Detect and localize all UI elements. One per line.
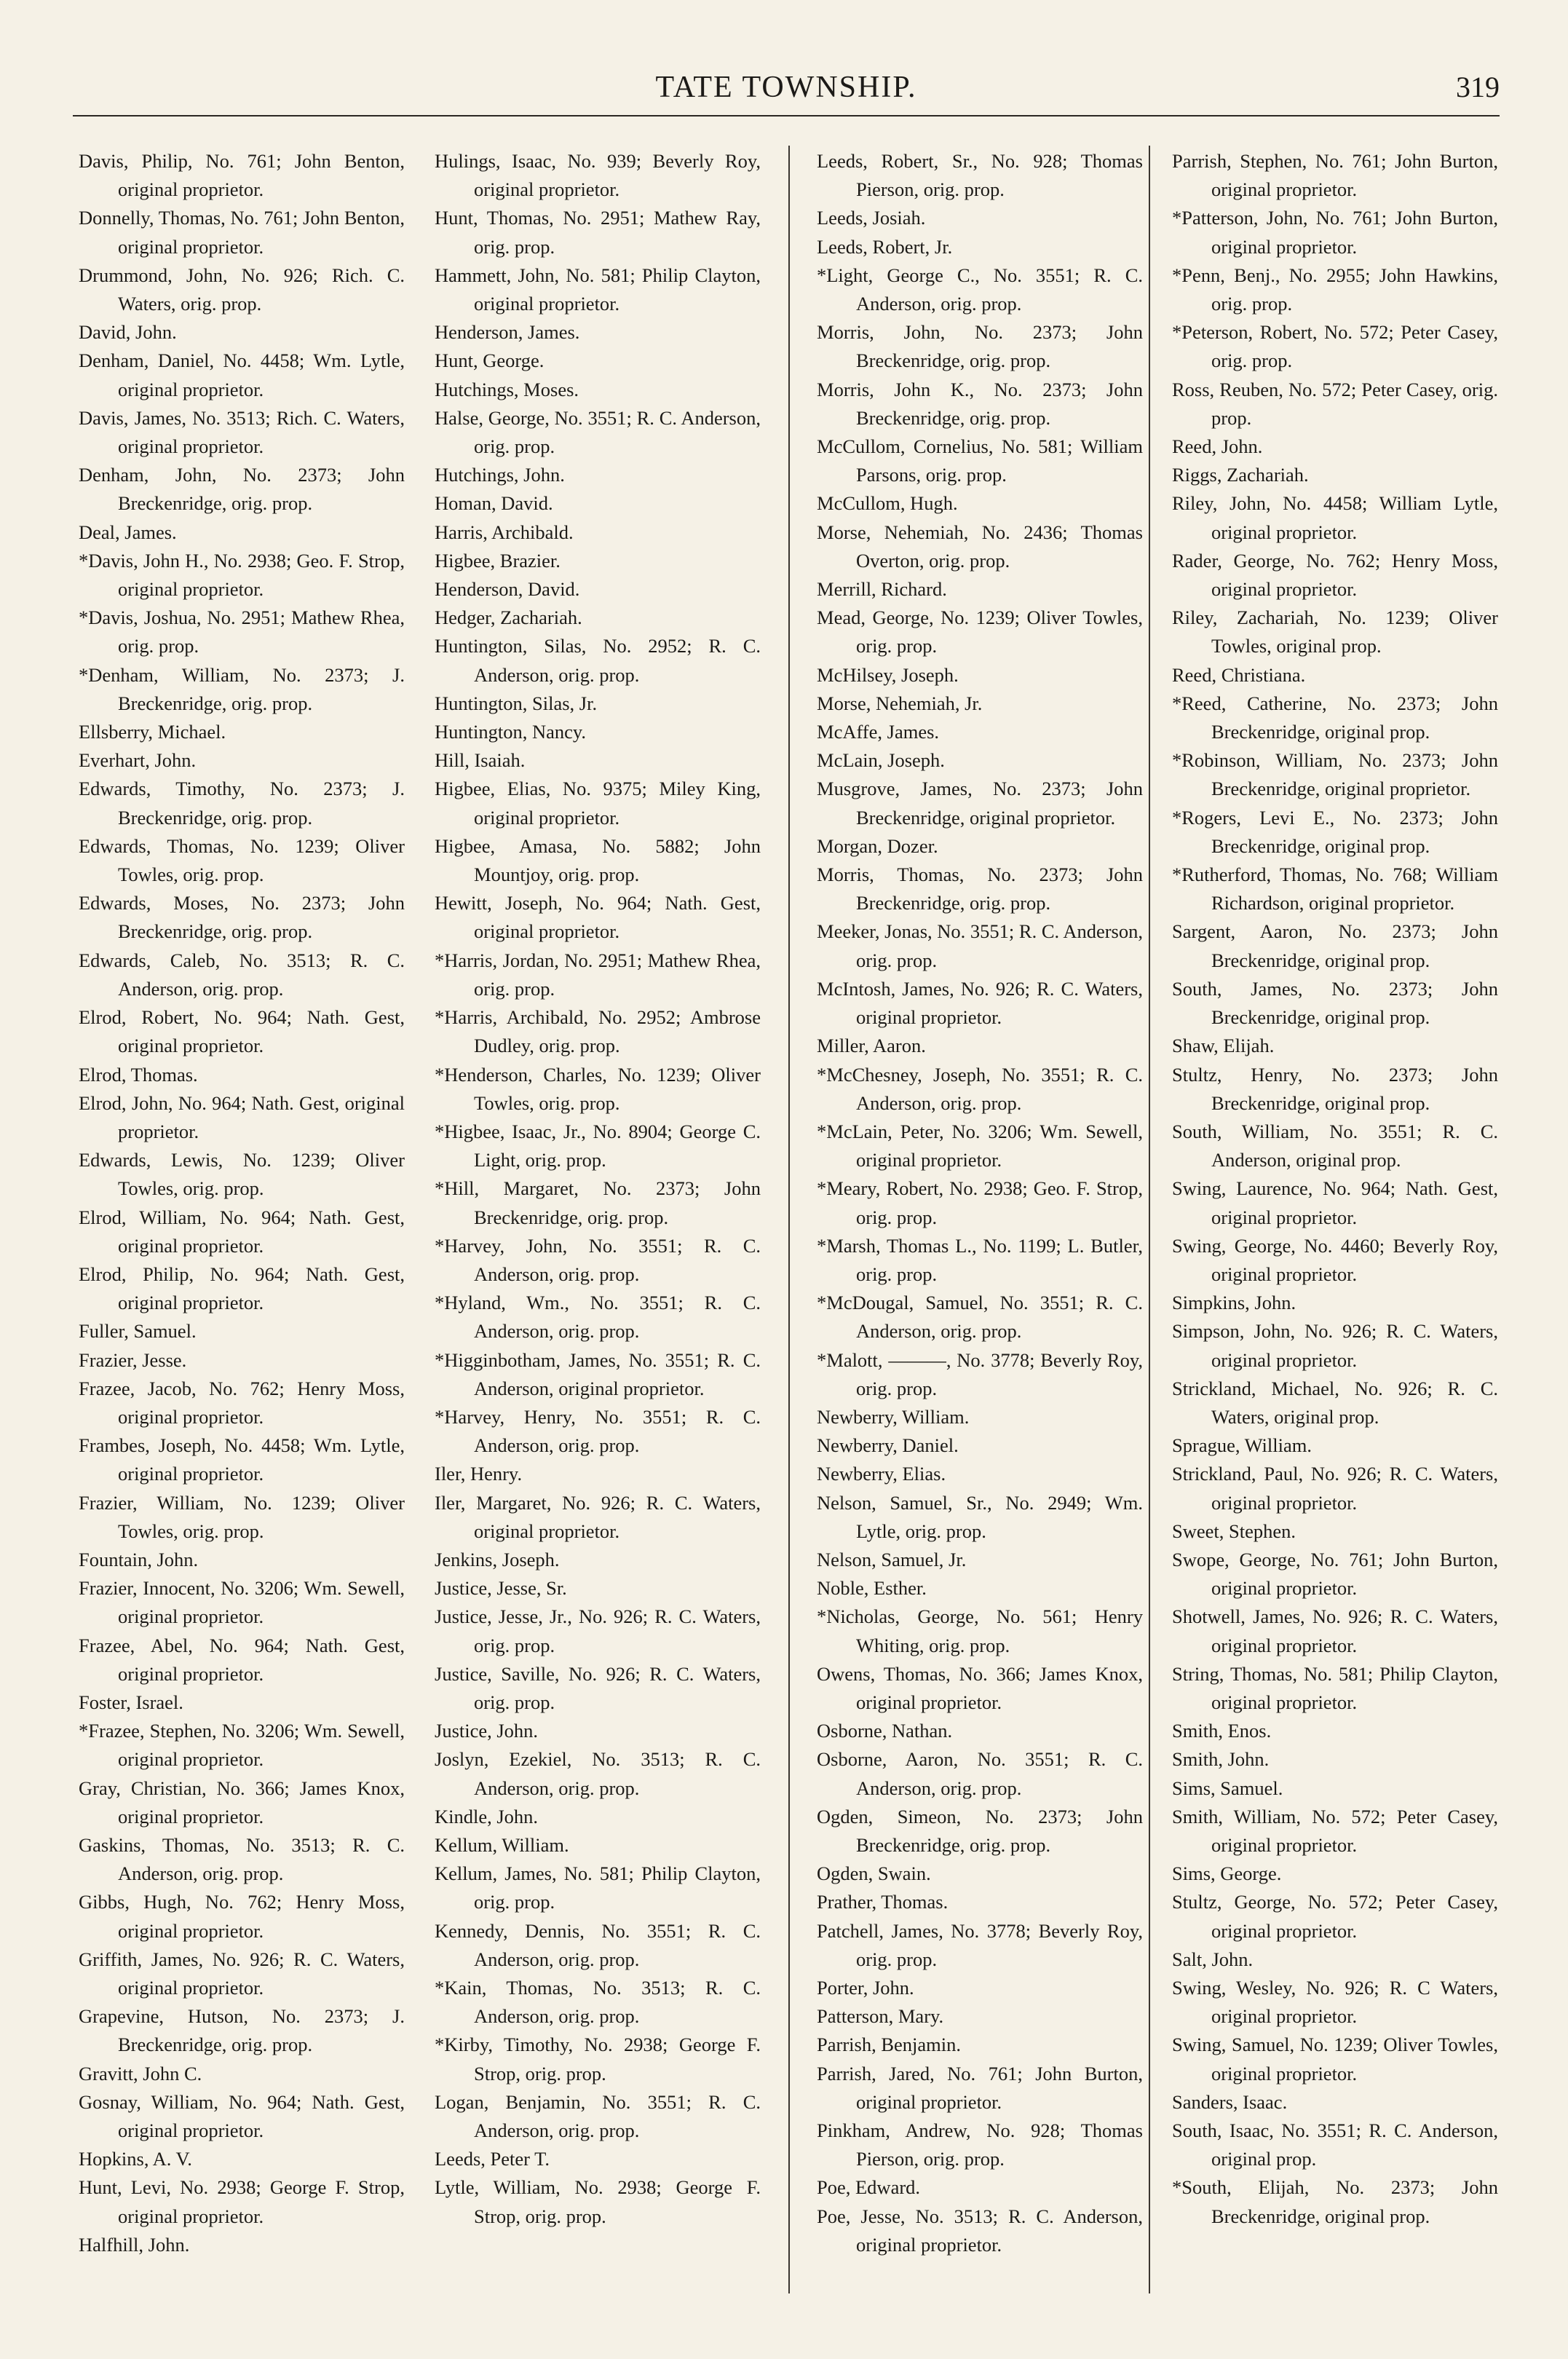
list-item: Elrod, Robert, No. 964; Nath. Gest, original proprietor. xyxy=(79,1006,405,1057)
list-item: Morse, Nehemiah, Jr. xyxy=(817,692,983,714)
list-item: Edwards, Timothy, No. 2373; J. Breckenridge, orig. prop. xyxy=(79,778,405,829)
list-item: Hedger, Zachariah. xyxy=(435,606,582,629)
list-item: Swing, Laurence, No. 964; Nath. Gest, original proprietor. xyxy=(1172,1177,1498,1228)
list-item: *Nicholas, George, No. 561; Henry Whiting, orig. prop. xyxy=(817,1605,1143,1656)
list-item: Higbee, Elias, No. 9375; Miley King, original proprietor. xyxy=(435,778,761,829)
list-item: Ogden, Swain. xyxy=(817,1862,931,1885)
list-item: Poe, Jesse, No. 3513; R. C. Anderson, original proprietor. xyxy=(817,2205,1143,2256)
list-item: *Harvey, John, No. 3551; R. C. Anderson, orig. prop. xyxy=(435,1234,761,1285)
list-item: Frazier, Innocent, No. 3206; Wm. Sewell, original proprietor. xyxy=(79,1577,405,1628)
list-item: Simpkins, John. xyxy=(1172,1292,1296,1314)
list-item: Sims, George. xyxy=(1172,1862,1282,1885)
list-item: Stultz, George, No. 572; Peter Casey, original proprietor. xyxy=(1172,1891,1498,1942)
list-item: Griffith, James, No. 926; R. C. Waters, original proprietor. xyxy=(79,1948,405,1999)
list-item: Reed, Christiana. xyxy=(1172,663,1306,686)
column-4 xyxy=(1172,147,1498,2231)
list-item: Frambes, Joseph, No. 4458; Wm. Lytle, original proprietor. xyxy=(79,1434,405,1485)
list-item: Rader, George, No. 762; Henry Moss, original proprietor. xyxy=(1172,549,1498,601)
list-item: Gaskins, Thomas, No. 3513; R. C. Anderson, orig. prop. xyxy=(79,1833,405,1885)
list-item: *Higginbotham, James, No. 3551; R. C. Anderson, original proprietor. xyxy=(435,1348,761,1399)
list-item: Nelson, Samuel, Sr., No. 2949; Wm. Lytle, orig. prop. xyxy=(817,1491,1143,1542)
list-item: Logan, Benjamin, No. 3551; R. C. Anderson, orig. prop. xyxy=(435,2090,761,2142)
list-item: Jenkins, Joseph. xyxy=(435,1548,560,1570)
list-item: Henderson, David. xyxy=(435,578,580,601)
list-item: Frazee, Jacob, No. 762; Henry Moss, original proprietor. xyxy=(79,1377,405,1428)
list-item: Frazee, Abel, No. 964; Nath. Gest, original proprietor. xyxy=(79,1634,405,1685)
list-item: Justice, John. xyxy=(435,1720,539,1742)
list-item: *Patterson, John, No. 761; John Burton, original proprietor. xyxy=(1172,207,1498,258)
list-item: McIntosh, James, No. 926; R. C. Waters, original proprietor. xyxy=(817,977,1143,1029)
list-item: Shaw, Elijah. xyxy=(1172,1035,1275,1057)
list-item: Huntington, Silas, Jr. xyxy=(435,692,598,714)
list-item: *Davis, John H., No. 2938; Geo. F. Strop, original proprietor. xyxy=(79,549,405,601)
list-item: *Peterson, Robert, No. 572; Peter Casey, orig. prop. xyxy=(1172,321,1498,372)
list-item: Edwards, Thomas, No. 1239; Oliver Towles, orig. prop. xyxy=(79,834,405,886)
list-item: Swing, Samuel, No. 1239; Oliver Towles, original proprietor. xyxy=(1172,2034,1498,2085)
list-item: Riley, John, No. 4458; William Lytle, original proprietor. xyxy=(1172,492,1498,543)
list-item: Smith, John. xyxy=(1172,1748,1270,1771)
list-item: *Robinson, William, No. 2373; John Breckenridge, original proprietor. xyxy=(1172,749,1498,800)
list-item: Smith, William, No. 572; Peter Casey, original proprietor. xyxy=(1172,1805,1498,1856)
list-item: Iler, Henry. xyxy=(435,1463,523,1485)
list-item: McCullom, Hugh. xyxy=(817,492,958,515)
list-item: Morse, Nehemiah, No. 2436; Thomas Overton, orig. prop. xyxy=(817,521,1143,572)
list-item: Riggs, Zachariah. xyxy=(1172,464,1309,486)
list-item: Sanders, Isaac. xyxy=(1172,2090,1288,2113)
list-item: Hutchings, John. xyxy=(435,464,565,486)
list-item: Everhart, John. xyxy=(79,749,197,772)
list-item: Homan, David. xyxy=(435,492,553,515)
list-item: Reed, John. xyxy=(1172,435,1263,458)
list-item: Elrod, Thomas. xyxy=(79,1063,198,1086)
list-item: *Davis, Joshua, No. 2951; Mathew Rhea, orig. prop. xyxy=(79,606,405,657)
list-item: Swing, George, No. 4460; Beverly Roy, original proprietor. xyxy=(1172,1234,1498,1285)
list-item: Gravitt, John C. xyxy=(79,2062,202,2085)
list-item: Frazier, Jesse. xyxy=(79,1348,187,1371)
list-item: Halse, George, No. 3551; R. C. Anderson, orig. prop. xyxy=(435,406,761,458)
list-item: *Rogers, Levi E., No. 2373; John Breckenridge, original prop. xyxy=(1172,806,1498,857)
list-item: Frazier, William, No. 1239; Oliver Towles, orig. prop. xyxy=(79,1491,405,1542)
list-item: Gosnay, William, No. 964; Nath. Gest, original proprietor. xyxy=(79,2090,405,2142)
list-item: *Rutherford, Thomas, No. 768; William Richardson, original proprietor. xyxy=(1172,864,1498,914)
list-item: Hewitt, Joseph, No. 964; Nath. Gest, original proprietor. xyxy=(435,892,761,943)
list-item: Grapevine, Hutson, No. 2373; J. Breckenridge, orig. prop. xyxy=(79,2005,405,2056)
list-item: South, William, No. 3551; R. C. Anderson, original prop. xyxy=(1172,1120,1498,1171)
list-item: Hunt, Thomas, No. 2951; Mathew Ray, orig. prop. xyxy=(435,207,761,258)
list-item: Fountain, John. xyxy=(79,1548,199,1570)
list-item: Strickland, Paul, No. 926; R. C. Waters, original proprietor. xyxy=(1172,1463,1498,1514)
list-item: Pinkham, Andrew, No. 928; Thomas Pierson, orig. prop. xyxy=(817,2119,1143,2170)
header-rule xyxy=(73,115,1500,116)
column-divider xyxy=(788,146,790,2293)
list-item: *Harvey, Henry, No. 3551; R. C. Anderson, orig. prop. xyxy=(435,1405,761,1457)
list-item: Elrod, William, No. 964; Nath. Gest, original proprietor. xyxy=(79,1206,405,1257)
list-item: McHilsey, Joseph. xyxy=(817,663,959,686)
list-item: Parrish, Jared, No. 761; John Burton, original proprietor. xyxy=(817,2062,1143,2113)
list-item: Fuller, Samuel. xyxy=(79,1320,197,1343)
list-item: Meeker, Jonas, No. 3551; R. C. Anderson, orig. prop. xyxy=(817,920,1143,971)
list-item: Gray, Christian, No. 366; James Knox, original proprietor. xyxy=(79,1777,405,1827)
list-item: Elrod, John, No. 964; Nath. Gest, original proprietor. xyxy=(79,1091,405,1142)
list-item: Kindle, John. xyxy=(435,1805,539,1827)
list-item: Swope, George, No. 761; John Burton, original proprietor. xyxy=(1172,1548,1498,1600)
list-item: Leeds, Robert, Sr., No. 928; Thomas Pierson, orig. prop. xyxy=(817,150,1143,201)
list-item: Joslyn, Ezekiel, No. 3513; R. C. Anderson, orig. prop. xyxy=(435,1748,761,1799)
list-item: Leeds, Josiah. xyxy=(817,207,926,229)
list-item: Newberry, William. xyxy=(817,1405,970,1428)
list-item: Hunt, Levi, No. 2938; George F. Strop, original proprietor. xyxy=(79,2176,405,2227)
list-item: South, James, No. 2373; John Breckenridge, original prop. xyxy=(1172,977,1498,1029)
column-2 xyxy=(435,147,761,2231)
list-item: Donnelly, Thomas, No. 761; John Benton, original proprietor. xyxy=(79,207,405,258)
list-item: Poe, Edward. xyxy=(817,2176,921,2199)
list-item: Porter, John. xyxy=(817,1977,914,1999)
list-item: *Frazee, Stephen, No. 3206; Wm. Sewell, original proprietor. xyxy=(79,1720,405,1771)
list-item: Noble, Esther. xyxy=(817,1577,927,1600)
list-item: *Henderson, Charles, No. 1239; Oliver Towles, orig. prop. xyxy=(435,1063,761,1114)
page-title: TATE TOWNSHIP. xyxy=(655,71,917,104)
list-item: Foster, Israel. xyxy=(79,1691,183,1713)
list-item: String, Thomas, No. 581; Philip Clayton, original proprietor. xyxy=(1172,1662,1498,1713)
list-item: Hopkins, A. V. xyxy=(79,2148,192,2170)
list-item: Justice, Jesse, Jr., No. 926; R. C. Waters, orig. prop. xyxy=(435,1605,761,1656)
list-item: Prather, Thomas. xyxy=(817,1891,949,1913)
list-item: *Kirby, Timothy, No. 2938; George F. Strop, orig. prop. xyxy=(435,2034,761,2085)
list-item: Ellsberry, Michael. xyxy=(79,721,226,743)
list-item: Riley, Zachariah, No. 1239; Oliver Towles, original prop. xyxy=(1172,606,1498,657)
list-item: Strickland, Michael, No. 926; R. C. Waters, original prop. xyxy=(1172,1377,1498,1428)
list-item: Salt, John. xyxy=(1172,1948,1254,1970)
list-item: *Light, George C., No. 3551; R. C. Anderson, orig. prop. xyxy=(817,264,1143,315)
list-item: Denham, John, No. 2373; John Breckenridge, orig. prop. xyxy=(79,464,405,515)
list-item: Halfhill, John. xyxy=(79,2233,190,2256)
list-item: *Penn, Benj., No. 2955; John Hawkins, orig. prop. xyxy=(1172,264,1498,315)
list-item: Sprague, William. xyxy=(1172,1434,1312,1457)
list-item: *McLain, Peter, No. 3206; Wm. Sewell, original proprietor. xyxy=(817,1120,1143,1171)
list-item: Denham, Daniel, No. 4458; Wm. Lytle, original proprietor. xyxy=(79,349,405,400)
list-item: Miller, Aaron. xyxy=(817,1035,926,1057)
list-item: Nelson, Samuel, Jr. xyxy=(817,1548,967,1570)
list-item: Leeds, Peter T. xyxy=(435,2148,550,2170)
list-item: South, Isaac, No. 3551; R. C. Anderson, original prop. xyxy=(1172,2119,1498,2170)
list-item: Merrill, Richard. xyxy=(817,578,947,601)
list-item: Edwards, Caleb, No. 3513; R. C. Anderson, orig. prop. xyxy=(79,949,405,1000)
list-item: Newberry, Elias. xyxy=(817,1463,946,1485)
list-item: *South, Elijah, No. 2373; John Breckenridge, original prop. xyxy=(1172,2176,1498,2227)
list-item: Leeds, Robert, Jr. xyxy=(817,235,953,258)
list-item: Patchell, James, No. 3778; Beverly Roy, orig. prop. xyxy=(817,1919,1143,1970)
list-item: Higbee, Brazier. xyxy=(435,549,561,572)
list-item: Edwards, Lewis, No. 1239; Oliver Towles, orig. prop. xyxy=(79,1149,405,1200)
list-item: Osborne, Aaron, No. 3551; R. C. Anderson, orig. prop. xyxy=(817,1748,1143,1799)
list-item: *Hill, Margaret, No. 2373; John Breckenridge, orig. prop. xyxy=(435,1177,761,1228)
list-item: Sweet, Stephen. xyxy=(1172,1520,1296,1542)
list-item: McCullom, Cornelius, No. 581; William Parsons, orig. prop. xyxy=(817,435,1143,486)
list-item: Iler, Margaret, No. 926; R. C. Waters, original proprietor. xyxy=(435,1491,761,1542)
list-item: Justice, Jesse, Sr. xyxy=(435,1577,567,1600)
list-item: Lytle, William, No. 2938; George F. Strop, orig. prop. xyxy=(435,2176,761,2227)
list-item: Owens, Thomas, No. 366; James Knox, original proprietor. xyxy=(817,1662,1143,1713)
list-item: *Higbee, Isaac, Jr., No. 8904; George C. Light, orig. prop. xyxy=(435,1120,761,1171)
list-item: *Harris, Jordan, No. 2951; Mathew Rhea, orig. prop. xyxy=(435,949,761,1000)
list-item: *McDougal, Samuel, No. 3551; R. C. Anderson, orig. prop. xyxy=(817,1292,1143,1343)
list-item: Higbee, Amasa, No. 5882; John Mountjoy, orig. prop. xyxy=(435,834,761,886)
list-item: *Meary, Robert, No. 2938; Geo. F. Strop, orig. prop. xyxy=(817,1177,1143,1228)
list-item: Musgrove, James, No. 2373; John Breckenridge, original proprietor. xyxy=(817,778,1143,829)
list-item: *Marsh, Thomas L., No. 1199; L. Butler, orig. prop. xyxy=(817,1234,1143,1285)
list-item: *Kain, Thomas, No. 3513; R. C. Anderson, orig. prop. xyxy=(435,1977,761,2028)
list-item: *Malott, ———, No. 3778; Beverly Roy, orig. prop. xyxy=(817,1348,1143,1399)
list-item: Smith, Enos. xyxy=(1172,1720,1272,1742)
list-item: Ogden, Simeon, No. 2373; John Breckenridge, orig. prop. xyxy=(817,1805,1143,1856)
list-item: Morgan, Dozer. xyxy=(817,834,938,857)
list-item: Edwards, Moses, No. 2373; John Breckenridge, orig. prop. xyxy=(79,892,405,943)
list-item: Stultz, Henry, No. 2373; John Breckenridge, original prop. xyxy=(1172,1063,1498,1114)
list-item: Morris, Thomas, No. 2373; John Breckenridge, orig. prop. xyxy=(817,864,1143,914)
list-item: Parrish, Benjamin. xyxy=(817,2034,961,2056)
list-item: Drummond, John, No. 926; Rich. C. Waters, orig. prop. xyxy=(79,264,405,315)
column-3 xyxy=(817,147,1143,2259)
list-item: Simpson, John, No. 926; R. C. Waters, original proprietor. xyxy=(1172,1320,1498,1371)
list-item: McAffe, James. xyxy=(817,721,940,743)
list-item: Davis, James, No. 3513; Rich. C. Waters, original proprietor. xyxy=(79,406,405,458)
list-item: Morris, John, No. 2373; John Breckenridge, orig. prop. xyxy=(817,321,1143,372)
list-item: *Hyland, Wm., No. 3551; R. C. Anderson, orig. prop. xyxy=(435,1292,761,1343)
column-1 xyxy=(79,147,405,2259)
list-item: Hill, Isaiah. xyxy=(435,749,526,772)
list-item: Davis, Philip, No. 761; John Benton, original proprietor. xyxy=(79,150,405,201)
list-item: Sims, Samuel. xyxy=(1172,1777,1283,1799)
list-item: Shotwell, James, No. 926; R. C. Waters, original proprietor. xyxy=(1172,1605,1498,1656)
list-item: Henderson, James. xyxy=(435,321,580,344)
list-item: *Reed, Catherine, No. 2373; John Breckenridge, original prop. xyxy=(1172,692,1498,743)
list-item: David, John. xyxy=(79,321,177,344)
list-item: *Harris, Archibald, No. 2952; Ambrose Dudley, orig. prop. xyxy=(435,1006,761,1057)
list-item: Huntington, Silas, No. 2952; R. C. Anderson, orig. prop. xyxy=(435,635,761,686)
list-item: *McChesney, Joseph, No. 3551; R. C. Anderson, orig. prop. xyxy=(817,1063,1143,1114)
list-item: Deal, James. xyxy=(79,521,177,543)
list-item: Hunt, George. xyxy=(435,349,545,372)
list-item: Kennedy, Dennis, No. 3551; R. C. Anderson, orig. prop. xyxy=(435,1919,761,1970)
list-item: Kellum, James, No. 581; Philip Clayton, orig. prop. xyxy=(435,1862,761,1913)
list-item: Osborne, Nathan. xyxy=(817,1720,953,1742)
page-number: 319 xyxy=(1456,71,1500,103)
list-item: Swing, Wesley, No. 926; R. C Waters, original proprietor. xyxy=(1172,1977,1498,2028)
list-item: Justice, Saville, No. 926; R. C. Waters, orig. prop. xyxy=(435,1662,761,1713)
list-item: Hammett, John, No. 581; Philip Clayton, original proprietor. xyxy=(435,264,761,315)
list-item: Kellum, William. xyxy=(435,1833,569,1856)
list-item: *Denham, William, No. 2373; J. Breckenridge, orig. prop. xyxy=(79,663,405,714)
column-divider xyxy=(1149,146,1150,2293)
list-item: Harris, Archibald. xyxy=(435,521,574,543)
list-item: Elrod, Philip, No. 964; Nath. Gest, original proprietor. xyxy=(79,1263,405,1314)
list-item: Sargent, Aaron, No. 2373; John Breckenridge, original prop. xyxy=(1172,920,1498,971)
list-item: Ross, Reuben, No. 572; Peter Casey, orig. prop. xyxy=(1172,378,1498,429)
list-item: Hutchings, Moses. xyxy=(435,378,579,400)
list-item: Morris, John K., No. 2373; John Breckenridge, orig. prop. xyxy=(817,378,1143,429)
list-item: Parrish, Stephen, No. 761; John Burton, original proprietor. xyxy=(1172,150,1498,201)
page-header xyxy=(73,70,1500,114)
list-item: Gibbs, Hugh, No. 762; Henry Moss, original proprietor. xyxy=(79,1891,405,1942)
list-item: Hulings, Isaac, No. 939; Beverly Roy, original proprietor. xyxy=(435,150,761,201)
list-item: Patterson, Mary. xyxy=(817,2005,944,2028)
list-item: McLain, Joseph. xyxy=(817,749,945,772)
list-item: Newberry, Daniel. xyxy=(817,1434,959,1457)
list-item: Huntington, Nancy. xyxy=(435,721,587,743)
list-item: Mead, George, No. 1239; Oliver Towles, orig. prop. xyxy=(817,606,1143,657)
